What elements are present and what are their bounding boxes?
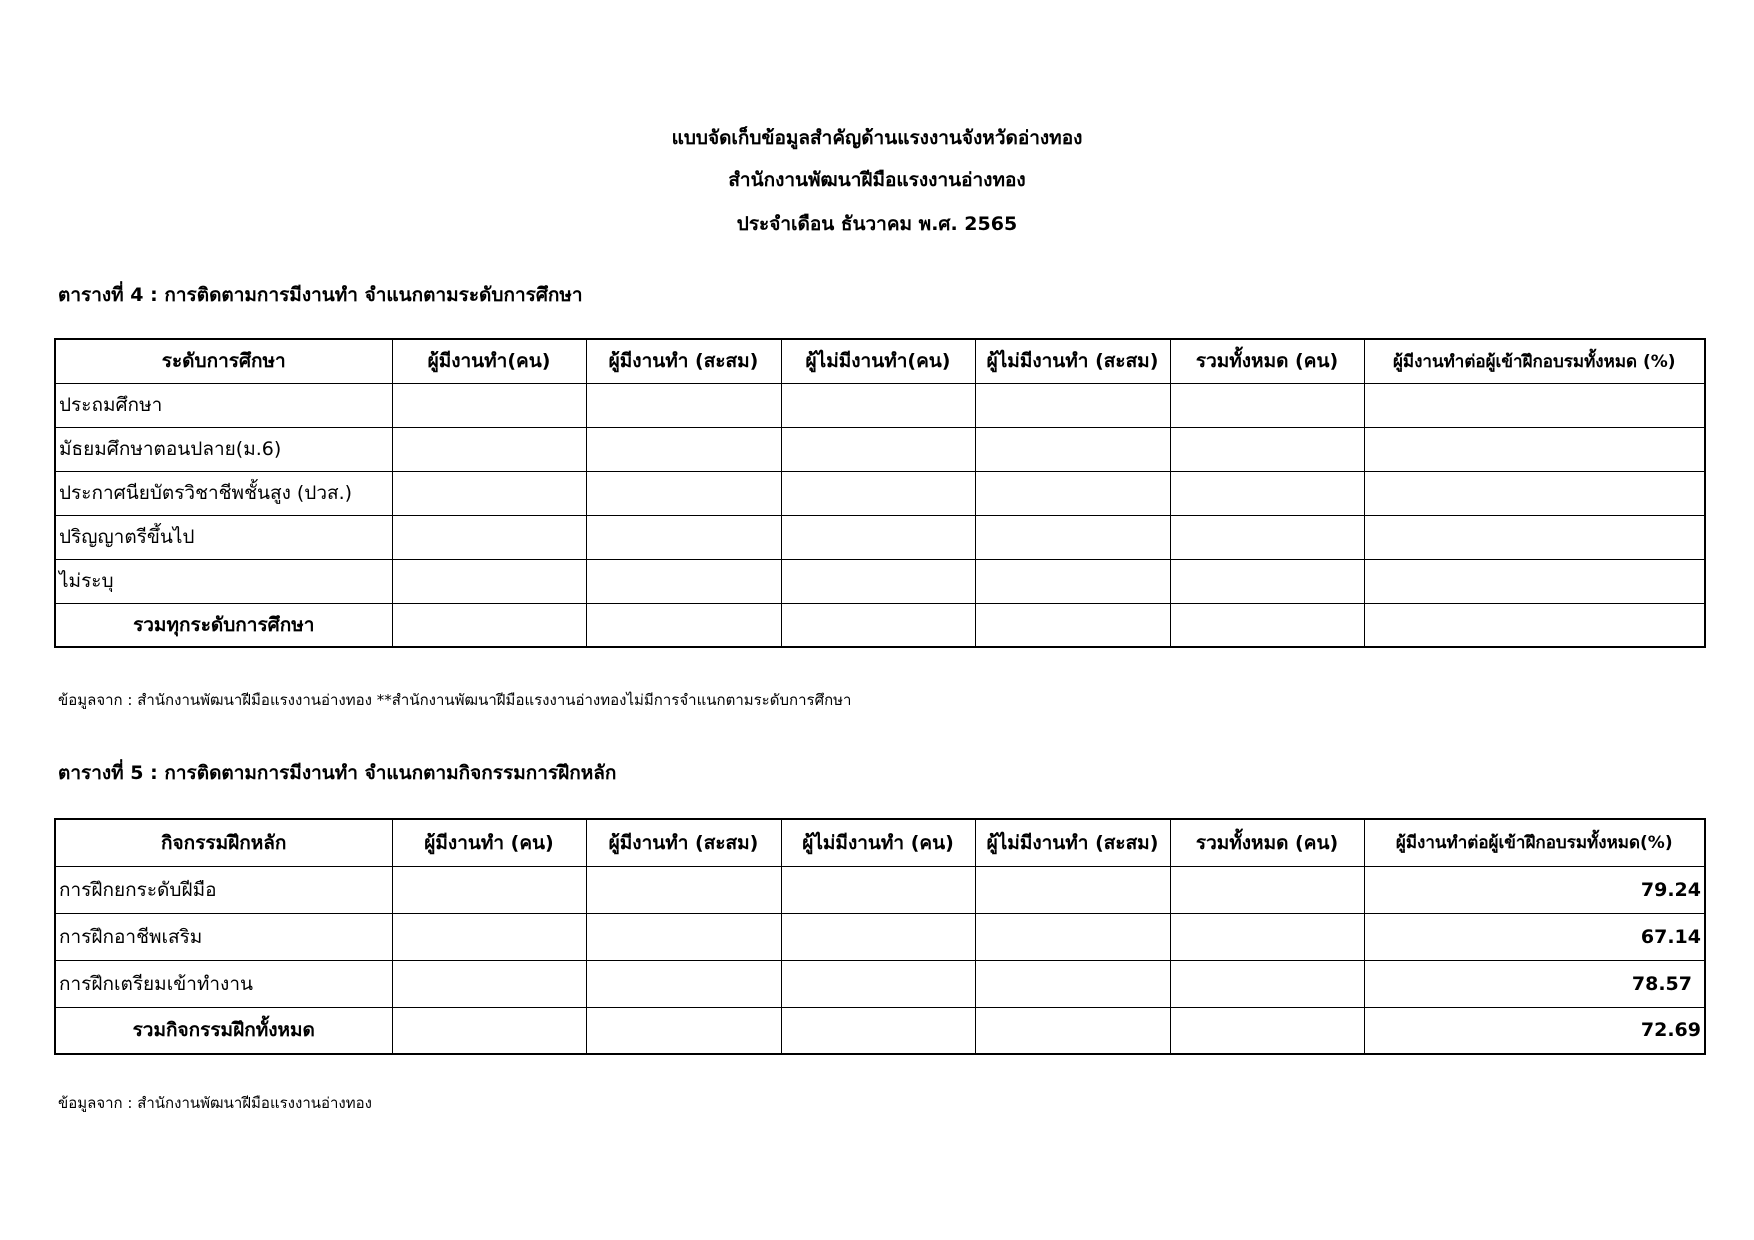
t5-row-percent: 78.57 <box>1364 960 1705 1007</box>
table-cell <box>975 960 1170 1007</box>
t5-total-percent: 72.69 <box>1364 1007 1705 1054</box>
table-cell <box>392 913 586 960</box>
t5-row-label: การฝึกยกระดับฝีมือ <box>55 866 392 913</box>
t5-row-label: การฝึกเตรียมเข้าทำงาน <box>55 960 392 1007</box>
t4-col-employed: ผู้มีงานทำ(คน) <box>392 339 586 383</box>
table-row <box>55 866 1705 913</box>
table5-title: ตารางที่ 5 : การติดตามการมีงานทำ จำแนกตามกิจกรรมการฝึกหลัก <box>58 762 617 784</box>
table-cell <box>392 603 586 647</box>
table-cell <box>586 866 781 913</box>
table-cell <box>1170 960 1364 1007</box>
table-cell <box>975 515 1170 559</box>
t5-col-percent: ผู้มีงานทำต่อผู้เข้าฝึกอบรมทั้งหมด(%) <box>1364 819 1705 866</box>
t4-row-label: ปริญญาตรีขึ้นไป <box>55 515 392 559</box>
table-cell <box>586 603 781 647</box>
table-cell <box>781 603 975 647</box>
t4-col-percent: ผู้มีงานทำต่อผู้เข้าฝึกอบรมทั้งหมด (%) <box>1364 339 1705 383</box>
table-cell <box>975 427 1170 471</box>
table4-education <box>54 338 1706 648</box>
t4-col-unemployed: ผู้ไม่มีงานทำ(คน) <box>781 339 975 383</box>
table-cell <box>586 559 781 603</box>
table-cell <box>1364 383 1705 427</box>
table-cell <box>975 866 1170 913</box>
table5-activity <box>54 818 1706 1055</box>
table-cell <box>392 383 586 427</box>
t4-row-label: ไม่ระบุ <box>55 559 392 603</box>
table-cell <box>1364 515 1705 559</box>
table-cell <box>392 559 586 603</box>
t4-row-label: มัธยมศึกษาตอนปลาย(ม.6) <box>55 427 392 471</box>
table-row <box>55 559 1705 603</box>
table-cell <box>586 960 781 1007</box>
t4-col-unemployed-cum: ผู้ไม่มีงานทำ (สะสม) <box>975 339 1170 383</box>
table-cell <box>586 515 781 559</box>
table-cell <box>392 1007 586 1054</box>
table4-note: ข้อมูลจาก : สำนักงานพัฒนาฝีมือแรงงานอ่างทอง **สำนักงานพัฒนาฝีมือแรงงานอ่างทองไม่มีการจำแนกตามระดับการศึกษา <box>58 691 852 709</box>
table-cell <box>1364 603 1705 647</box>
table-cell <box>586 1007 781 1054</box>
table-cell <box>392 515 586 559</box>
t4-row-label: ประถมศึกษา <box>55 383 392 427</box>
table-cell <box>781 559 975 603</box>
table5-note: ข้อมูลจาก : สำนักงานพัฒนาฝีมือแรงงานอ่างทอง <box>58 1094 372 1112</box>
t4-total-label: รวมทุกระดับการศึกษา <box>55 603 392 647</box>
table-cell <box>781 515 975 559</box>
table-cell <box>586 427 781 471</box>
table-cell <box>1170 471 1364 515</box>
table-cell <box>1170 427 1364 471</box>
table-cell <box>586 471 781 515</box>
t5-col-employed: ผู้มีงานทำ (คน) <box>392 819 586 866</box>
table-cell <box>392 471 586 515</box>
table-row <box>55 427 1705 471</box>
header-line2: สำนักงานพัฒนาฝีมือแรงงานอ่างทอง <box>728 169 1026 191</box>
table-cell <box>781 913 975 960</box>
table-cell <box>1170 515 1364 559</box>
header-line1: แบบจัดเก็บข้อมูลสำคัญด้านแรงงานจังหวัดอ่างทอง <box>671 127 1083 149</box>
table5-total-row <box>55 1007 1705 1054</box>
table-row <box>55 960 1705 1007</box>
table-cell <box>1170 913 1364 960</box>
t5-col-employed-cum: ผู้มีงานทำ (สะสม) <box>586 819 781 866</box>
table4-header-row <box>55 339 1705 383</box>
table4-title: ตารางที่ 4 : การติดตามการมีงานทำ จำแนกตามระดับการศึกษา <box>58 284 583 306</box>
t4-col-education: ระดับการศึกษา <box>55 339 392 383</box>
table-cell <box>586 913 781 960</box>
table-row <box>55 383 1705 427</box>
table-cell <box>392 960 586 1007</box>
table-cell <box>1170 383 1364 427</box>
t5-row-percent: 79.24 <box>1364 866 1705 913</box>
table5-header-row <box>55 819 1705 866</box>
table-cell <box>975 1007 1170 1054</box>
table-cell <box>586 383 781 427</box>
table-cell <box>1170 603 1364 647</box>
table-cell <box>1170 866 1364 913</box>
table-cell <box>975 913 1170 960</box>
t4-col-employed-cum: ผู้มีงานทำ (สะสม) <box>586 339 781 383</box>
table-cell <box>781 1007 975 1054</box>
table-cell <box>1364 471 1705 515</box>
t4-row-label: ประกาศนียบัตรวิชาชีพชั้นสูง (ปวส.) <box>55 471 392 515</box>
t5-row-label: การฝึกอาชีพเสริม <box>55 913 392 960</box>
table-cell <box>781 383 975 427</box>
t5-col-unemployed-cum: ผู้ไม่มีงานทำ (สะสม) <box>975 819 1170 866</box>
table-cell <box>1170 1007 1364 1054</box>
table-cell <box>975 603 1170 647</box>
table-cell <box>975 559 1170 603</box>
table-cell <box>975 471 1170 515</box>
table-cell <box>781 471 975 515</box>
t5-total-label: รวมกิจกรรมฝึกทั้งหมด <box>55 1007 392 1054</box>
table-cell <box>1170 559 1364 603</box>
table-row <box>55 515 1705 559</box>
t5-row-percent: 67.14 <box>1364 913 1705 960</box>
t5-col-unemployed: ผู้ไม่มีงานทำ (คน) <box>781 819 975 866</box>
table-cell <box>975 383 1170 427</box>
t5-col-activity: กิจกรรมฝึกหลัก <box>55 819 392 866</box>
table-cell <box>1364 559 1705 603</box>
table-cell <box>781 427 975 471</box>
table4-total-row <box>55 603 1705 647</box>
table-cell <box>781 960 975 1007</box>
table-cell <box>1364 427 1705 471</box>
header-line3: ประจำเดือน ธันวาคม พ.ศ. 2565 <box>736 213 1018 235</box>
table-row <box>55 913 1705 960</box>
table-row <box>55 471 1705 515</box>
t4-col-total: รวมทั้งหมด (คน) <box>1170 339 1364 383</box>
table-cell <box>392 427 586 471</box>
t5-col-total: รวมทั้งหมด (คน) <box>1170 819 1364 866</box>
table-cell <box>392 866 586 913</box>
table-cell <box>781 866 975 913</box>
